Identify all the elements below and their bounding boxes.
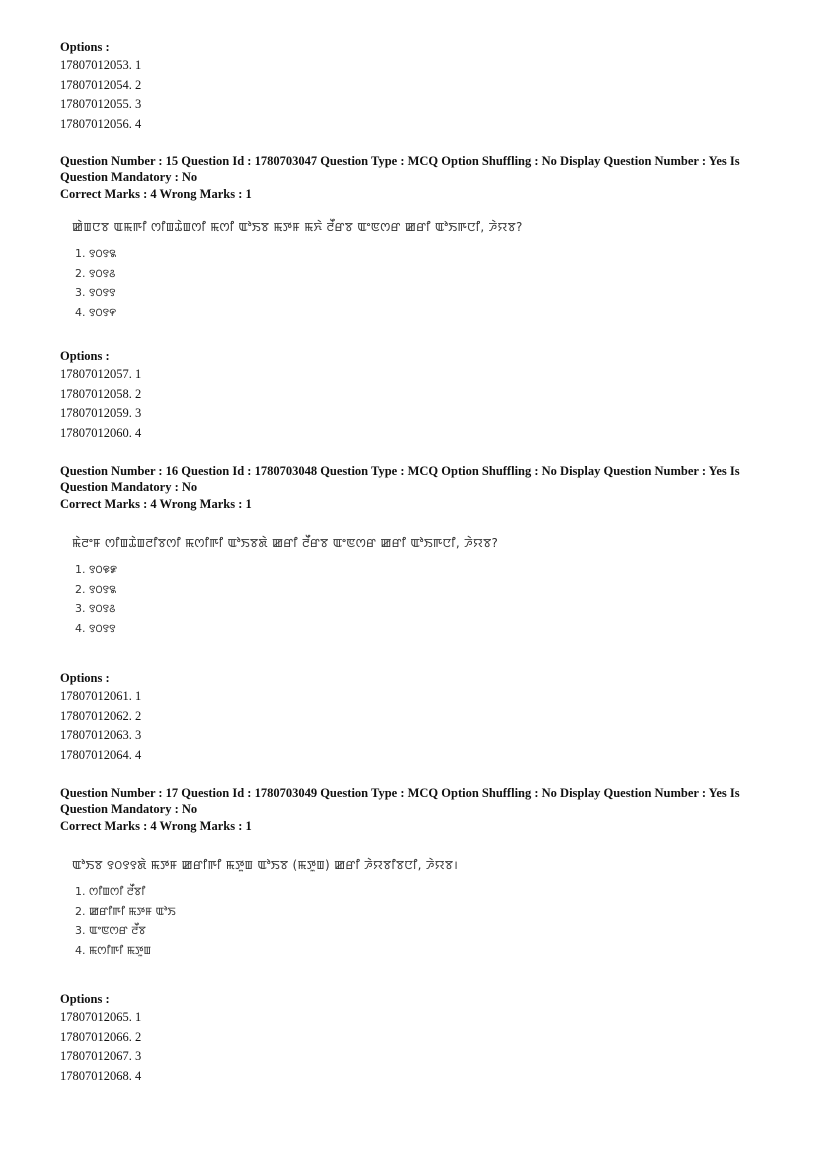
options-title: Options :	[60, 992, 110, 1006]
choice-item: 2. ꯱꯰꯱꯲	[75, 582, 117, 596]
options-title: Options :	[60, 671, 110, 685]
option-id-line: 17807012055. 3	[60, 97, 142, 111]
question-block-17	[60, 786, 760, 960]
question-text: ꯀꯥꯡꯅꯕ ꯑꯃꯒꯤ ꯁꯤꯡꯊꯥꯡꯁꯤ ꯃꯁꯤ ꯑꯣꯏꯕ ꯃꯇꯝ ꯃꯈꯥ ꯂꯩꯔꯕ ꯑꯦꯟꯁꯔ ꯀꯔꯤ ꯑꯣꯏꯒꯅꯤ, ꯍꯥꯌꯕ?	[72, 220, 523, 234]
option-id-line: 17807012061. 1	[60, 689, 142, 703]
question-block-16	[60, 464, 760, 638]
option-id-line: 17807012053. 1	[60, 58, 142, 72]
option-id-line: 17807012062. 2	[60, 708, 142, 723]
choice-list	[75, 244, 760, 322]
question-header: Question Number : 16 Question Id : 1780703048 Question Type : MCQ Option Shuffling : No Display Question Number : Yes Is Question Mandatory : No	[60, 464, 740, 494]
question-text: ꯑꯣꯏꯕ ꯱꯰꯱꯱ꯗꯥ ꯃꯇꯝ ꯀꯔꯤꯒꯤ ꯃꯇꯨꯡ ꯑꯣꯏꯕ (ꯃꯇꯨꯡ) ꯀꯔꯤ ꯍꯥꯌꯕꯤꯕꯅꯤ, ꯍꯥꯌꯕ।	[72, 858, 459, 872]
choice-item: 4. ꯱꯰꯱꯱	[75, 621, 116, 635]
question-marks: Correct Marks : 4 Wrong Marks : 1	[60, 497, 252, 511]
options-block-17	[60, 990, 141, 1086]
option-id-line: 17807012065. 1	[60, 1010, 142, 1024]
question-header: Question Number : 17 Question Id : 1780703049 Question Type : MCQ Option Shuffling : No Display Question Number : Yes Is Question Mandatory : No	[60, 786, 740, 816]
option-id-line: 17807012068. 4	[60, 1068, 142, 1083]
question-header: Question Number : 15 Question Id : 1780703047 Question Type : MCQ Option Shuffling : No Display Question Number : Yes Is Question Mandatory : No	[60, 154, 740, 184]
option-id-line: 17807012054. 2	[60, 77, 142, 92]
choice-item: 3. ꯑꯦꯟꯁꯔ ꯂꯩꯕ	[75, 924, 146, 937]
choice-item: 3. ꯱꯰꯱꯴	[75, 602, 116, 615]
options-title: Options :	[60, 40, 110, 54]
options-title: Options :	[60, 349, 110, 363]
option-id-line: 17807012059. 3	[60, 406, 142, 420]
choice-item: 4. ꯱꯰꯱꯵	[75, 305, 117, 319]
options-block-15	[60, 347, 141, 443]
options-block-top	[60, 38, 141, 134]
option-id-line: 17807012057. 1	[60, 367, 142, 381]
option-id-line: 17807012066. 2	[60, 1029, 142, 1044]
choice-item: 2. ꯀꯔꯤꯒꯤ ꯃꯇꯝ ꯑꯣꯏ	[75, 904, 176, 918]
choice-item: 3. ꯱꯰꯱꯱	[75, 286, 116, 299]
choice-item: 1. ꯁꯤꯡꯁꯤ ꯂꯩꯕꯤ	[75, 885, 146, 898]
question-marks: Correct Marks : 4 Wrong Marks : 1	[60, 187, 252, 201]
option-id-line: 17807012060. 4	[60, 425, 142, 440]
options-block-16	[60, 669, 141, 765]
choice-list	[75, 560, 760, 638]
option-id-line: 17807012064. 4	[60, 747, 142, 762]
question-block-15	[60, 154, 760, 322]
option-id-line: 17807012063. 3	[60, 728, 142, 742]
choice-item: 1. ꯱꯰꯶꯹	[75, 563, 118, 576]
option-id-line: 17807012058. 2	[60, 386, 142, 401]
option-id-line: 17807012056. 4	[60, 116, 142, 131]
choice-list	[75, 882, 760, 960]
question-text: ꯃꯥꯂꯦꯝ ꯁꯤꯡꯊꯥꯡꯂꯤꯕꯁꯤ ꯃꯁꯤꯒꯤ ꯑꯣꯏꯕꯗꯥ ꯀꯔꯤ ꯂꯩꯔꯕ ꯑꯦꯟꯁꯔ ꯀꯔꯤ ꯑꯣꯏꯒꯅꯤ, ꯍꯥꯌꯕ?	[72, 536, 499, 550]
choice-item: 1. ꯱꯰꯱꯲	[75, 247, 117, 260]
choice-item: 4. ꯃꯁꯤꯒꯤ ꯃꯇꯨꯡ	[75, 943, 152, 957]
choice-item: 2. ꯱꯰꯱꯴	[75, 266, 116, 280]
question-marks: Correct Marks : 4 Wrong Marks : 1	[60, 819, 252, 833]
option-id-line: 17807012067. 3	[60, 1049, 142, 1063]
